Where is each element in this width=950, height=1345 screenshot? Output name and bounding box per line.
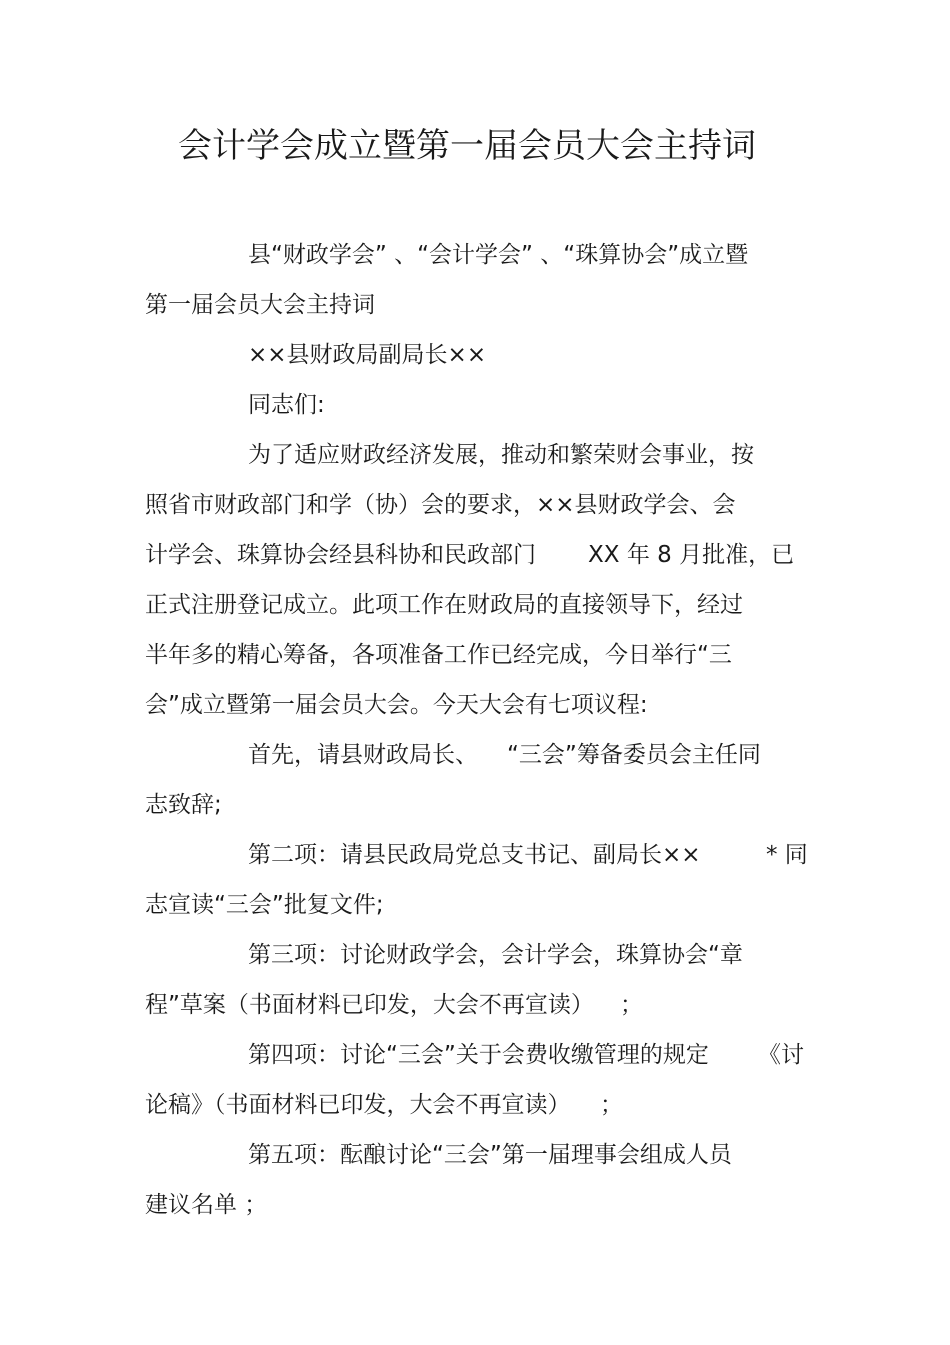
paragraph-line: 为了适应财政经济发展，推动和繁荣财会事业，按 [248,442,754,468]
salutation-line: 同志们: [248,392,325,418]
agenda-item-1-tail: “三会”筹备委员会主任同 [507,742,761,768]
agenda-item-3-cont: 程”草案（书面材料已印发，大会不再宣读） [145,992,594,1018]
paragraph-line: 会”成立暨第一届会员大会。今天大会有七项议程: [145,692,648,718]
agenda-item-2-tail: * 同 [766,842,808,868]
author-line: ××县财政局副局长×× [248,342,487,368]
agenda-item-4-cont: 论稿》（书面材料已印发，大会不再宣读） [145,1092,571,1118]
agenda-item-2: 第二项：请县民政局党总支书记、副局长×× [248,842,701,868]
agenda-item-3-end: ； [620,992,643,1018]
paragraph-line: 半年多的精心筹备，各项准备工作已经完成，今日举行“三 [145,642,732,668]
document-title: 会计学会成立暨第一届会员大会主持词 [178,126,756,166]
agenda-item-5: 第五项：酝酿讨论“三会”第一届理事会组成人员 [248,1142,732,1168]
paragraph-line: 正式注册登记成立。此项工作在财政局的直接领导下，经过 [145,592,743,618]
agenda-item-3: 第三项：讨论财政学会，会计学会，珠算协会“章 [248,942,743,968]
agenda-item-4: 第四项：讨论“三会”关于会费收缴管理的规定 [248,1042,709,1068]
agenda-item-5-cont: 建议名单 ； [145,1192,268,1218]
paragraph-line: 照省市财政部门和学（协）会的要求，××县财政学会、会 [145,492,736,518]
agenda-item-4-end: ； [600,1092,623,1118]
agenda-item-1: 首先，请县财政局长、 [248,742,478,768]
paragraph-line: 计学会、珠算协会经县科协和民政部门 [145,542,536,568]
paragraph-line-tail: XX 年 8 月批准，已 [588,542,795,568]
paragraph-line: 第一届会员大会主持词 [145,292,375,318]
agenda-item-2-cont: 志宣读“三会”批复文件; [145,892,384,918]
agenda-item-1-cont: 志致辞; [145,792,222,818]
agenda-item-4-tail: 《讨 [758,1042,804,1068]
paragraph-line: 县“财政学会” 、“会计学会” 、“珠算协会”成立暨 [248,242,749,268]
